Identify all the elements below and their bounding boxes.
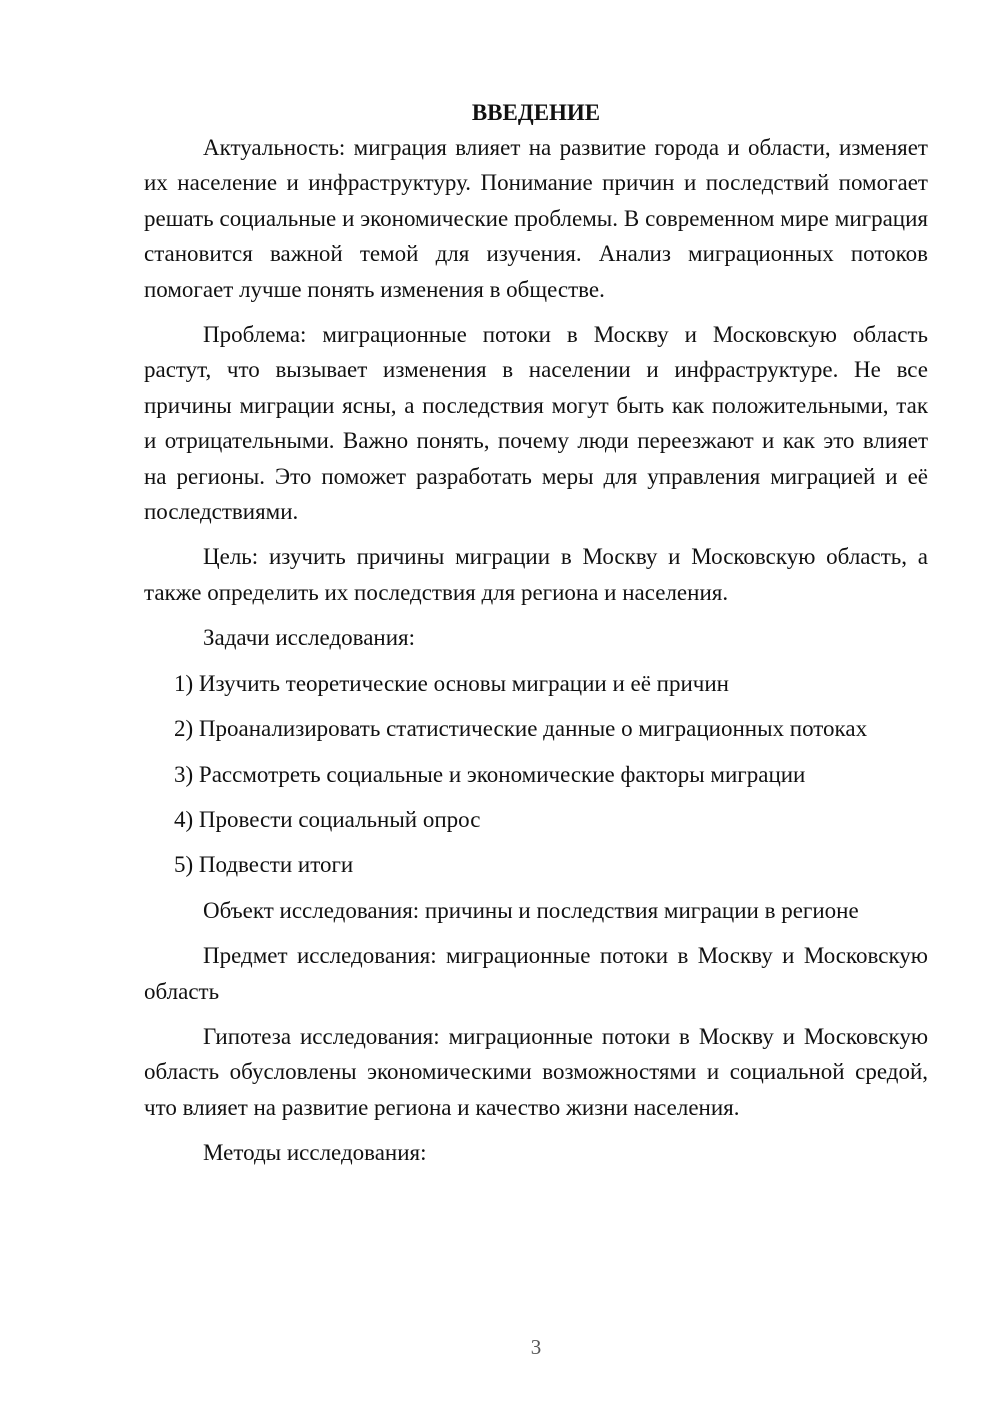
research-subject: Предмет исследования: миграционные потоки в Москву и Московскую область: [144, 943, 928, 1004]
task-item-2: 2) Проанализировать статистические данные о миграционных потоках: [174, 716, 868, 742]
task-item-1: 1) Изучить теоретические основы миграции и её причин: [174, 670, 729, 696]
task-item-5: 5) Подвести итоги: [174, 852, 354, 878]
document-page: [144, 95, 928, 1171]
tasks-heading: Задачи исследования:: [203, 625, 416, 651]
research-object: Объект исследования: причины и последствия миграции в регионе: [203, 897, 859, 923]
problem-paragraph: Проблема: миграционные потоки в Москву и Московскую область растут, что вызывает изменения в населении и инфраструктуре. Не все причины миграции ясны, а последствия могут быть как положительными, так и отрицательными. Важно понять, почему люди переезжают и как это влияет на регионы. Это поможет разработать меры для управления миграцией и её последствиями.: [144, 322, 928, 525]
research-hypothesis: Гипотеза исследования: миграционные потоки в Москву и Московскую область обусловлены экономическими возможностями и социальной средой, что влияет на развитие региона и качество жизни населения.: [144, 1023, 928, 1120]
task-item-4: 4) Провести социальный опрос: [174, 806, 481, 832]
section-title: ВВЕДЕНИЕ: [471, 100, 601, 125]
task-item-3: 3) Рассмотреть социальные и экономические факторы миграции: [174, 761, 806, 787]
research-methods-heading: Методы исследования:: [203, 1140, 427, 1166]
goal-paragraph: Цель: изучить причины миграции в Москву и Московскую область, а также определить их последствия для региона и населения.: [144, 544, 928, 605]
page-number: 3: [530, 1335, 542, 1359]
relevance-paragraph: Актуальность: миграция влияет на развитие города и области, изменяет их население и инфраструктуру. Понимание причин и последствий помогает решать социальные и экономические проблемы. В современном мире миграция становится важной темой для изучения. Анализ миграционных потоков помогает лучше понять изменения в обществе.: [144, 135, 928, 302]
